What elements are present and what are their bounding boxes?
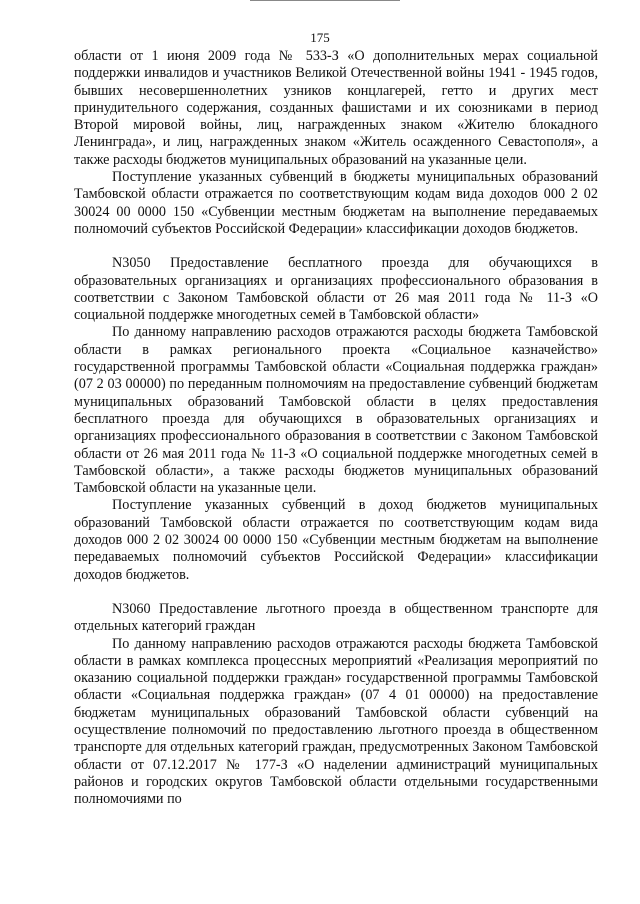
- section-heading-n3050: N3050 Предоставление бесплатного проезда для обучающихся в образовательных организациях и организациях профессионального образования в соответствии с Законом Тамбовской области от 26 мая 2011 года № 11-З «О социальной поддержке многодетных семей в Тамбовской области»: [74, 255, 598, 324]
- section-heading-n3060: N3060 Предоставление льготного проезда в общественном транспорте для отдельных категорий граждан: [74, 600, 598, 635]
- paragraph-continuation: области от 1 июня 2009 года № 533-З «О дополнительных мерах социальной поддержки инвалидов и участников Великой Отечественной войны 1941 - 1945 годов, бывших несовершеннолетних узников концлагерей, гетто и других мест принудительного содержания, созданных фашистами и их союзниками в период Второй мировой войны, лиц, награжденных знаком «Жителю блокадного Ленинграда», и лиц, награжденных знаком «Житель осажденного Севастополя», а также расходы бюджетов муниципальных образований на указанные цели.: [74, 48, 598, 168]
- paragraph-gap: [74, 238, 598, 255]
- top-edge-rule: [250, 0, 400, 1]
- paragraph-revenue-codes-1: Поступление указанных субвенций в бюджеты муниципальных образований Тамбовской области отражается по соответствующим кодам вида доходов 000 2 02 30024 00 0000 150 «Субвенции местным бюджетам на выполнение передаваемых полномочий субъектов Российской Федерации» классификации доходов бюджетов.: [74, 169, 598, 237]
- document-body: [74, 48, 598, 808]
- page-number: 175: [310, 30, 330, 45]
- paragraph-n3060-description: По данному направлению расходов отражаются расходы бюджета Тамбовской области в рамках комплекса процессных мероприятий «Реализация мероприятий по оказанию социальной поддержки граждан» государственной программы Тамбовской области «Социальная поддержка граждан» (07 4 01 00000) на предоставление бюджетам муниципальных образований Тамбовской области субвенций на осуществление полномочий по предоставлению льготного проезда в общественном транспорте для отдельных категорий граждан, предусмотренных Законом Тамбовской области от 07.12.2017 № 177-З «О наделении администраций муниципальных районов и городских округов Тамбовской области отдельными государственными полномочиями по: [74, 635, 598, 808]
- paragraph-gap: [74, 584, 598, 601]
- paragraph-n3050-description: По данному направлению расходов отражаются расходы бюджета Тамбовской области в рамках регионального проекта «Социальное казначейство» государственной программы Тамбовской области «Социальная поддержка граждан» (07 2 03 00000) по переданным полномочиям на предоставление субвенций бюджетам муниципальных образований Тамбовской области в целях предоставления бесплатного проезда для обучающихся в образовательных организациях и организациях профессионального образования в соответствии с Законом Тамбовской области от 26 мая 2011 года № 11-З «О социальной поддержке многодетных семей в Тамбовской области», а также расходы бюджетов муниципальных образований Тамбовской области на указанные цели.: [74, 324, 598, 497]
- paragraph-revenue-codes-2: Поступление указанных субвенций в доход бюджетов муниципальных образований Тамбовской области отражается по соответствующим кодам вида доходов 000 2 02 30024 00 0000 150 «Субвенции местным бюджетам на выполнение передаваемых полномочий субъектов Российской Федерации» классификации доходов бюджетов.: [74, 497, 598, 583]
